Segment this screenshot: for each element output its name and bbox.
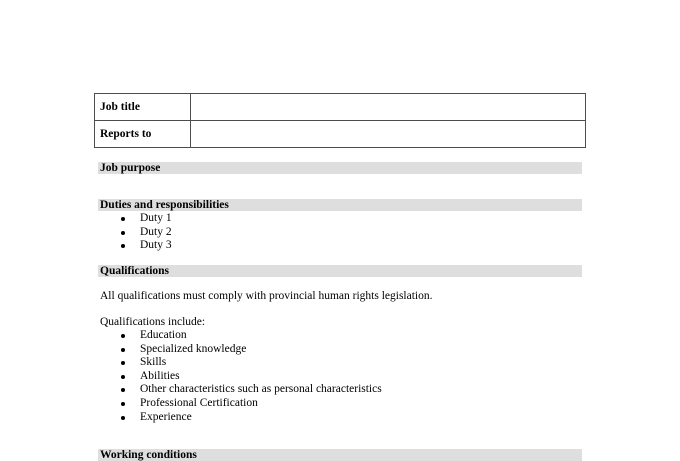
qualifications-list — [100, 329, 382, 424]
list-item: Specialized knowledge — [100, 343, 382, 357]
list-item: Education — [100, 329, 382, 343]
job-title-value-cell[interactable] — [191, 94, 586, 121]
list-item: Experience — [100, 411, 382, 425]
list-item: Duty 2 — [100, 226, 172, 240]
list-item: Professional Certification — [100, 397, 382, 411]
list-item: Skills — [100, 356, 382, 370]
job-purpose-heading: Job purpose — [98, 162, 582, 174]
reports-to-value-cell[interactable] — [191, 121, 586, 148]
duties-heading: Duties and responsibilities — [98, 199, 582, 211]
list-item: Duty 3 — [100, 239, 172, 253]
duties-list — [100, 212, 172, 253]
job-title-label: Job title — [95, 94, 191, 121]
job-header-table — [94, 93, 586, 148]
qualifications-intro: Qualifications include: — [100, 316, 206, 328]
qualifications-heading: Qualifications — [98, 265, 582, 277]
table-row-reports-to — [95, 121, 586, 148]
list-item: Abilities — [100, 370, 382, 384]
table-row-job-title — [95, 94, 586, 121]
reports-to-label: Reports to — [95, 121, 191, 148]
qualifications-statement: All qualifications must comply with provincial human rights legislation. — [100, 290, 433, 302]
list-item: Other characteristics such as personal characteristics — [100, 383, 382, 397]
working-conditions-heading: Working conditions — [98, 449, 582, 461]
list-item: Duty 1 — [100, 212, 172, 226]
